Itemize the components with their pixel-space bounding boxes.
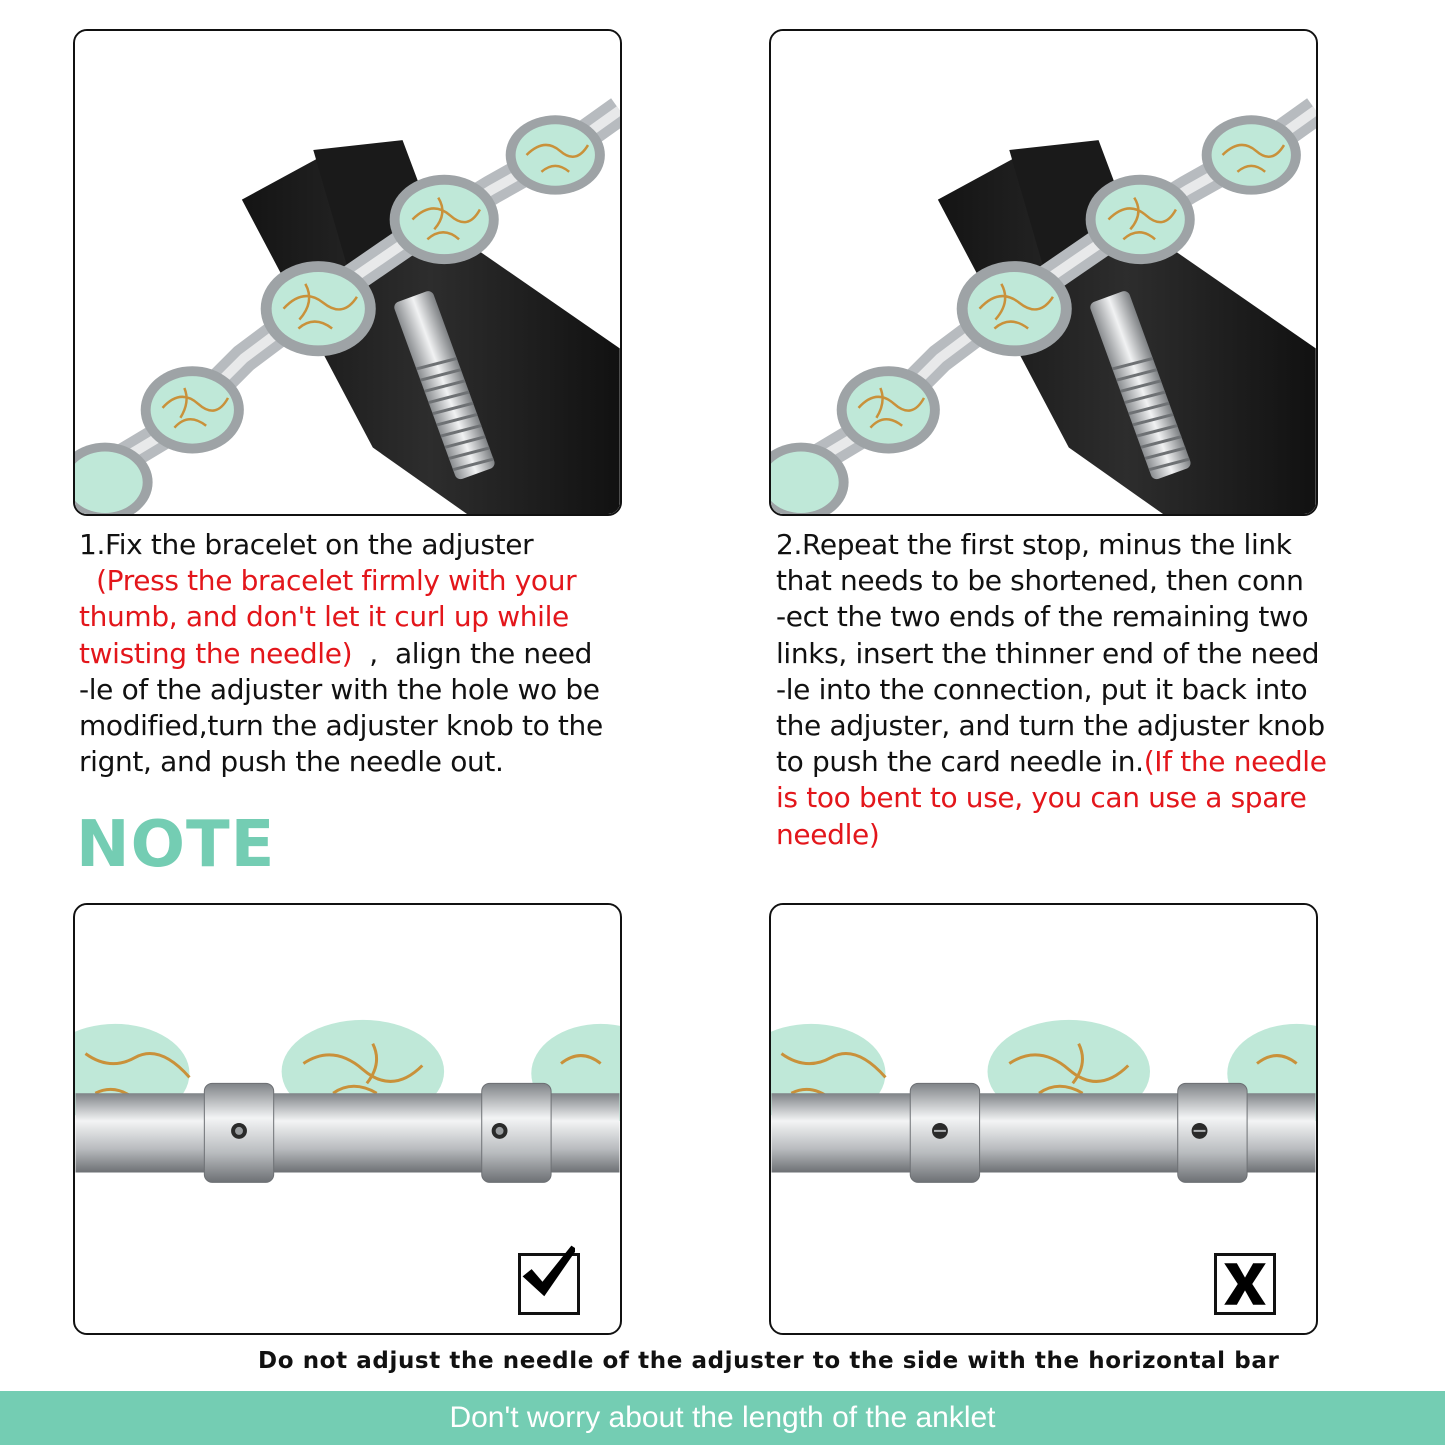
step1-line: modified,turn the adjuster knob to the xyxy=(79,709,603,743)
correct-orientation-photo xyxy=(73,903,622,1335)
step2-line: 2.Repeat the first stop, minus the link xyxy=(776,528,1292,561)
wrong-orientation-photo xyxy=(769,903,1318,1335)
step1-warning-line: (Press the bracelet firmly with your xyxy=(79,564,577,598)
note-heading: NOTE xyxy=(76,808,276,882)
step2-line: to push the card needle in. xyxy=(776,745,1144,779)
checkmark-icon xyxy=(518,1253,580,1315)
step2-line: -ect the two ends of the remaining two xyxy=(776,600,1309,634)
cross-icon xyxy=(1214,1253,1276,1315)
footer-banner xyxy=(0,1391,1445,1445)
step2-line: the adjuster, and turn the adjuster knob xyxy=(776,709,1325,743)
bracelet-adjuster-illustration xyxy=(771,31,1316,514)
step1-warning-line: twisting the needle) xyxy=(79,636,353,670)
step2-warning-line: needle) xyxy=(776,817,880,851)
step1-line: -le of the adjuster with the hole wo be xyxy=(79,672,600,706)
step2-warning-line: is too bent to use, you can use a spare xyxy=(776,781,1307,815)
footer-banner-text: Don't worry about the length of the anklet xyxy=(449,1401,996,1434)
step1-photo xyxy=(73,29,622,516)
step2-photo xyxy=(769,29,1318,516)
step1-warning-line: thumb, and don't let it curl up while xyxy=(79,600,569,634)
step1-line: , align the need xyxy=(352,636,593,670)
step2-line: that needs to be shortened, then conn xyxy=(776,564,1304,598)
step1-instructions xyxy=(79,527,639,780)
step2-warning-line: (If the needle xyxy=(1143,745,1327,779)
step2-instructions xyxy=(776,527,1356,853)
step2-line: -le into the connection, put it back into xyxy=(776,672,1308,706)
bracelet-adjuster-illustration xyxy=(75,31,620,514)
step1-line: rignt, and push the needle out. xyxy=(79,745,504,779)
step2-line: links, insert the thinner end of the need xyxy=(776,636,1320,670)
orientation-warning: Do not adjust the needle of the adjuster to the side with the horizontal bar xyxy=(258,1348,1280,1374)
step1-line: 1.Fix the bracelet on the adjuster xyxy=(79,528,534,561)
